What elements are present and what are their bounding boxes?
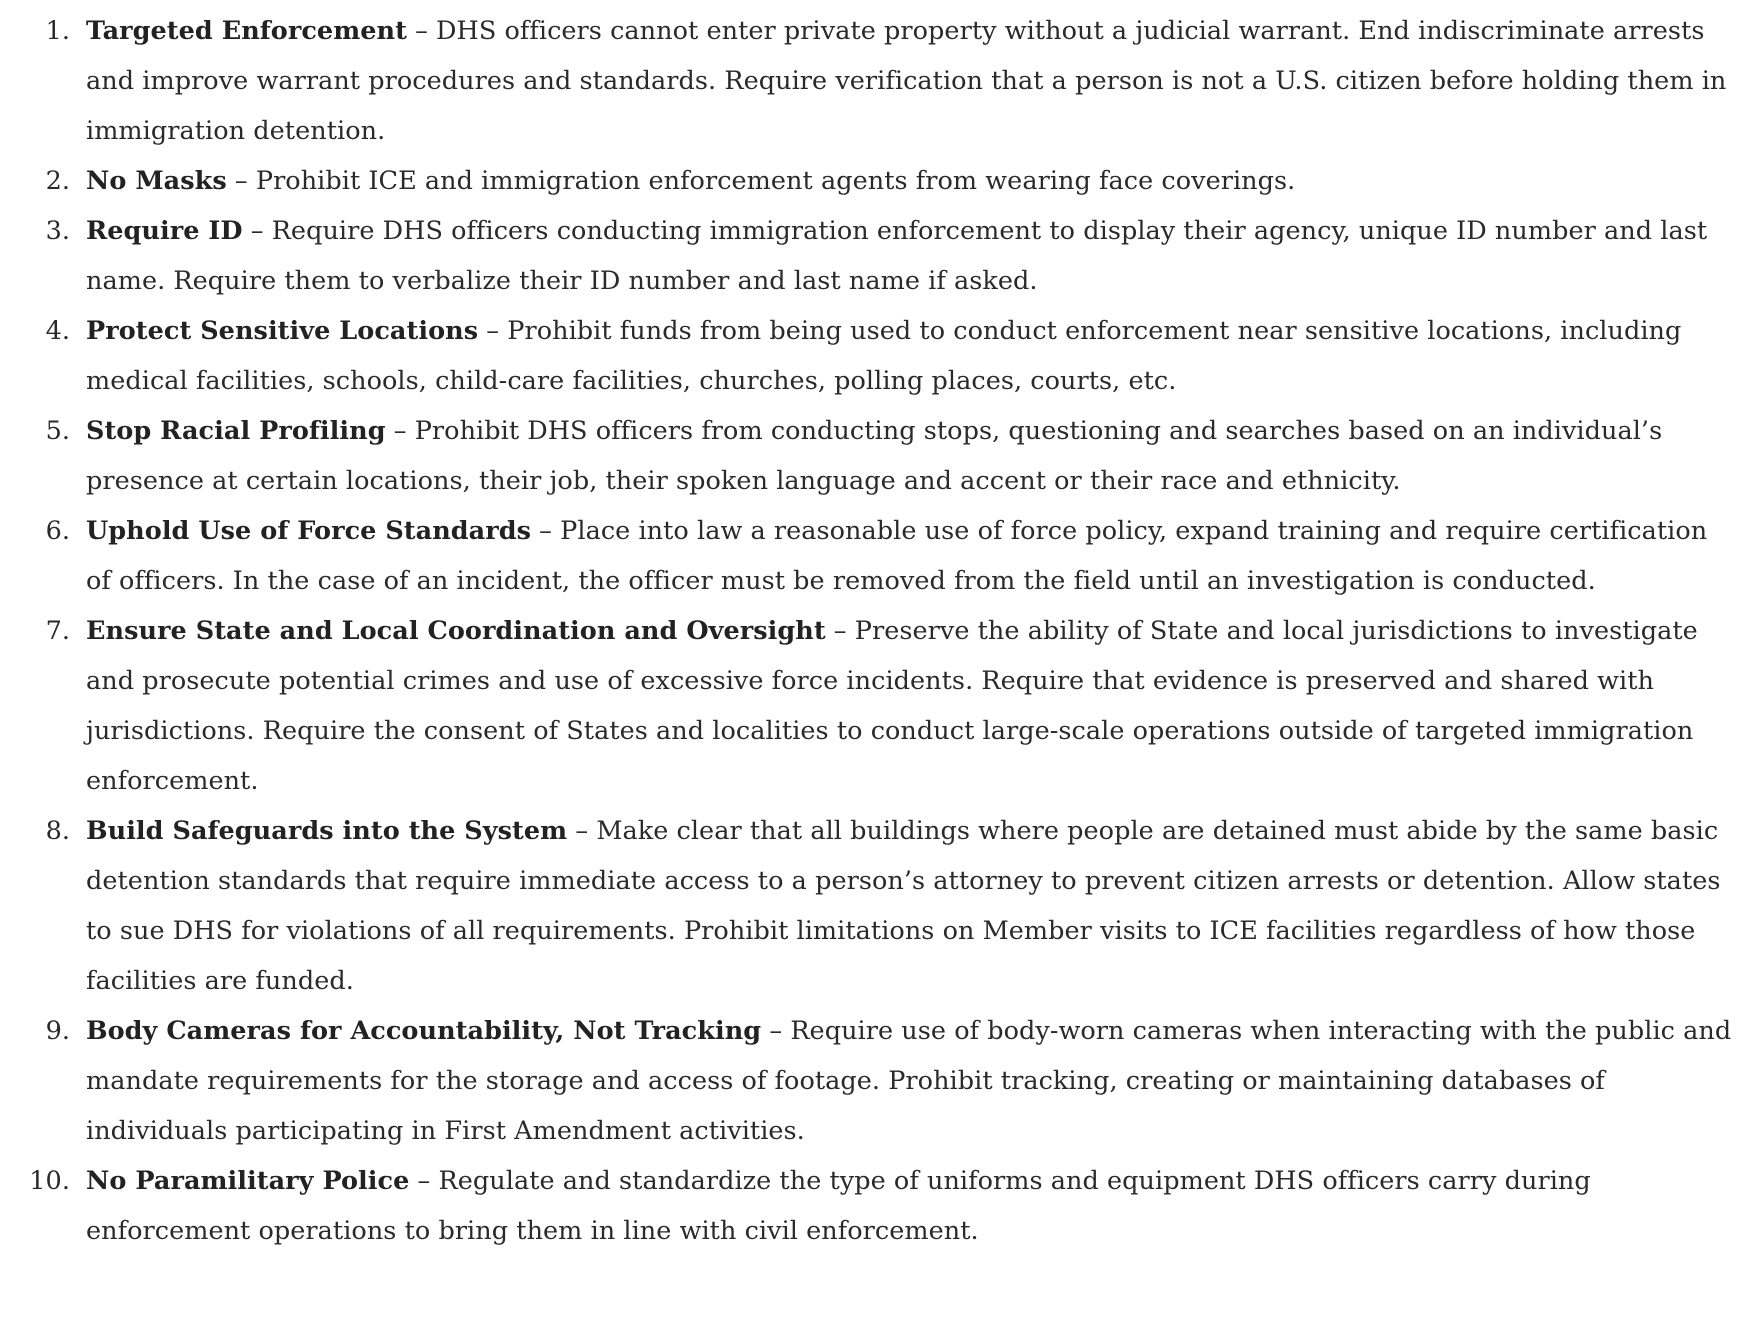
- list-item: [0, 6, 1740, 156]
- list-item: [0, 156, 1740, 206]
- list-item: [0, 306, 1740, 406]
- item-title: No Masks: [86, 166, 227, 196]
- list-item: [0, 406, 1740, 506]
- item-separator: –: [242, 216, 272, 246]
- item-text: Preserve the ability of State and local jurisdictions to investigate and prosecute potential crimes and use of excessive force incidents. Require that evidence is preserved and shared with jurisdictions. Require the consent of States and localities to conduct large-scale operations outside of targeted immigration enforcement.: [86, 616, 1698, 796]
- item-number: 3.: [45, 216, 70, 246]
- item-text: Prohibit DHS officers from conducting stops, questioning and searches based on an individual’s presence at certain locations, their job, their spoken language and accent or their race and ethnicity.: [86, 416, 1663, 496]
- item-number: 9.: [45, 1016, 70, 1046]
- item-text: Require use of body-worn cameras when interacting with the public and mandate requirements for the storage and access of footage. Prohibit tracking, creating or maintaining databases of individuals participating in First Amendment activities.: [86, 1016, 1732, 1146]
- item-separator: –: [226, 166, 256, 196]
- item-text: Require DHS officers conducting immigration enforcement to display their agency, unique ID number and last name. Require them to verbalize their ID number and last name if asked.: [86, 216, 1708, 296]
- item-text: Prohibit ICE and immigration enforcement agents from wearing face coverings.: [255, 166, 1296, 196]
- item-text: DHS officers cannot enter private property without a judicial warrant. End indiscriminate arrests and improve warrant procedures and standards. Require verification that a person is not a U.S. citizen before holding them in immigration detention.: [86, 16, 1727, 146]
- item-number: 7.: [45, 616, 70, 646]
- item-separator: –: [567, 816, 597, 846]
- numbered-list: [0, 6, 1740, 1256]
- item-title: Build Safeguards into the System: [86, 816, 568, 846]
- list-item: [0, 1006, 1740, 1156]
- item-separator: –: [409, 1166, 439, 1196]
- item-title: Require ID: [86, 216, 243, 246]
- item-title: Uphold Use of Force Standards: [86, 516, 532, 546]
- item-title: Targeted Enforcement: [86, 16, 407, 46]
- item-title: Body Cameras for Accountability, Not Tracking: [86, 1016, 762, 1046]
- item-number: 2.: [45, 166, 70, 196]
- item-title: No Paramilitary Police: [86, 1166, 410, 1196]
- item-text: Prohibit funds from being used to conduct enforcement near sensitive locations, including medical facilities, schools, child-care facilities, churches, polling places, courts, etc.: [86, 316, 1682, 396]
- item-number: 5.: [45, 416, 70, 446]
- list-item: [0, 1156, 1740, 1256]
- item-text: Regulate and standardize the type of uniforms and equipment DHS officers carry during enforcement operations to bring them in line with civil enforcement.: [86, 1166, 1591, 1246]
- list-item: [0, 606, 1740, 806]
- item-separator: –: [385, 416, 415, 446]
- item-separator: –: [478, 316, 508, 346]
- item-separator: –: [825, 616, 855, 646]
- list-item: [0, 806, 1740, 1006]
- list-item: [0, 506, 1740, 606]
- item-separator: –: [531, 516, 561, 546]
- item-title: Protect Sensitive Locations: [86, 316, 479, 346]
- item-number: 4.: [45, 316, 70, 346]
- item-number: 10.: [29, 1166, 70, 1196]
- item-text: Place into law a reasonable use of force policy, expand training and require certification of officers. In the case of an incident, the officer must be removed from the field until an investigation is conducted.: [86, 516, 1708, 596]
- item-separator: –: [406, 16, 437, 46]
- item-number: 6.: [45, 516, 70, 546]
- item-title: Stop Racial Profiling: [86, 416, 386, 446]
- item-separator: –: [761, 1016, 791, 1046]
- item-title: Ensure State and Local Coordination and Oversight: [86, 616, 826, 646]
- item-text: Make clear that all buildings where people are detained must abide by the same basic detention standards that require immediate access to a person’s attorney to prevent citizen arrests or detention. Allow states to sue DHS for violations of all requirements. Prohibit limitations on Member visits to ICE facilities regardless of how those facilities are funded.: [86, 816, 1721, 996]
- item-number: 8.: [45, 816, 70, 846]
- list-item: [0, 206, 1740, 306]
- item-number: 1.: [45, 16, 70, 46]
